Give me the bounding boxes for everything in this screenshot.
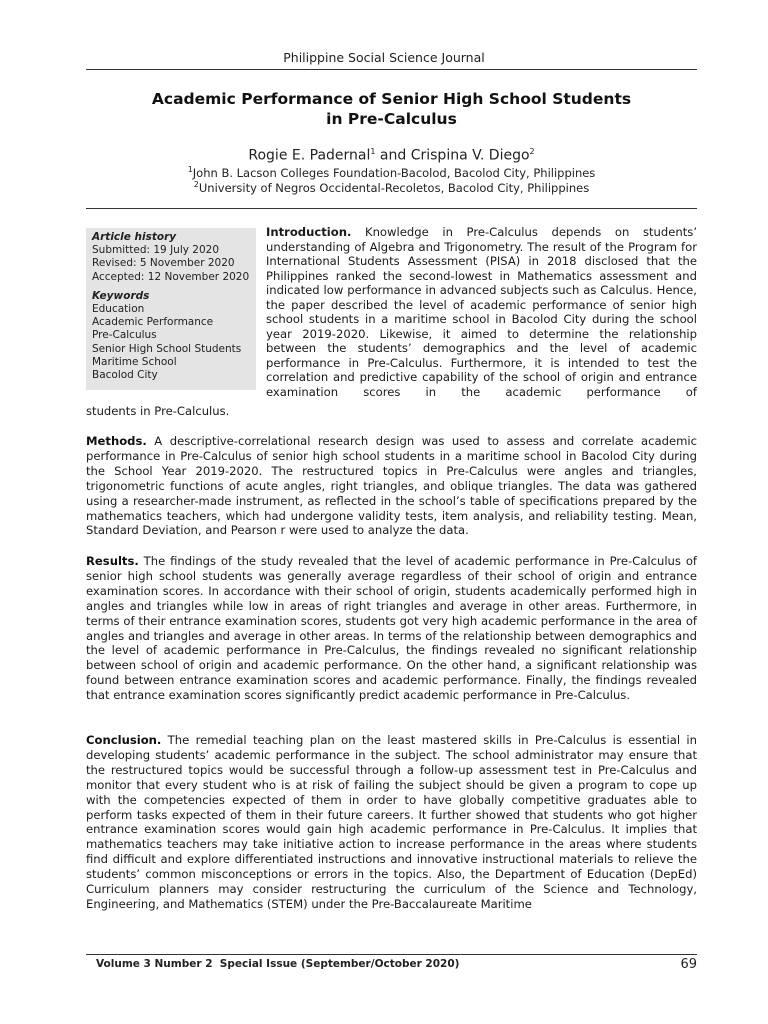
footer-rule [86, 954, 697, 955]
affiliation-1 [86, 165, 697, 180]
title-block-rule [86, 208, 697, 209]
introduction-label: Introduction. [266, 225, 352, 239]
history-revised: Revised: 5 November 2020 [92, 257, 235, 270]
results-paragraph [86, 554, 697, 703]
author-2: Crispina V. Diego [410, 147, 530, 164]
author-connector: and [375, 147, 411, 164]
author-1-affiliation-mark: 1 [370, 147, 376, 156]
author-list [86, 147, 697, 164]
journal-name: Philippine Social Science Journal [283, 50, 485, 65]
history-accepted: Accepted: 12 November 2020 [92, 270, 250, 283]
conclusion-text: The remedial teaching plan on the least mastered skills in Pre-Calculus is essential in developing students’ academic performance in the subject. The school administrator may ensure that the restructured topics would be successful through a follow-up assessment test in Pre-Calculus and monitor that every student who is at risk of failing the subject should be given a program to cope up with the competencies expected of them in order to have globally competitive graduates able to perform tasks expected of them in their future careers. It further showed that students who got higher entrance examination scores would gain high academic performance in Pre-Calculus. It implies that mathematics teachers may take initiative action to increase performance in the areas where students find difficult and explore differentiated instructions and innovative instructional materials to relieve the students’ common misconceptions or errors in the topics. Also, the Department of Education (DepEd) Curriculum planners may consider restructuring the curriculum of the Science and Technology, Engineering, and Mathematics (STEM) under the Pre-Baccalaureate Maritime [86, 733, 697, 911]
author-2-affiliation-mark: 2 [529, 147, 535, 156]
page-number: 69 [680, 957, 697, 972]
header-rule [86, 69, 697, 70]
author-1: Rogie E. Padernal [248, 147, 371, 164]
results-text: The findings of the study revealed that the level of academic performance in Pre-Calculus of senior high school students was generally average regardless of their school of origin and entrance examination scores. In accordance with their school of origin, students academically performed high in angles and triangles while low in areas of right triangles and average in other areas. Furthermore, in terms of their entrance examination scores, students got very high academic performance in the area of angles and triangles and average in other areas. In terms of the relationship between demographics and the level of academic performance in Pre-Calculus, the findings revealed no significant relationship between school of origin and academic performance. On the other hand, a significant relationship was found between entrance examination scores and academic performance. Finally, the findings revealed that entrance examination scores significantly predict academic performance in Pre-Calculus. [86, 554, 697, 703]
affiliation-1-mark: 1 [187, 165, 193, 174]
keyword-item: Bacolod City [92, 369, 158, 382]
title-line-1: Academic Performance of Senior High School Students [151, 90, 632, 108]
keyword-item: Maritime School [92, 355, 177, 368]
keyword-item: Education [92, 303, 145, 316]
keyword-item: Pre-Calculus [92, 329, 157, 342]
affiliation-2-mark: 2 [193, 180, 199, 189]
conclusion-paragraph [86, 733, 697, 912]
keywords-heading: Keywords [92, 289, 150, 302]
article-history-heading: Article history [92, 231, 177, 243]
results-label: Results. [86, 554, 139, 568]
introduction-continuation: students in Pre-Calculus. [86, 404, 230, 418]
affiliation-2 [86, 180, 697, 195]
methods-paragraph [86, 434, 697, 538]
conclusion-label: Conclusion. [86, 733, 162, 747]
introduction-paragraph [266, 225, 697, 399]
affiliation-2-text: University of Negros Occidental-Recoletos, Bacolod City, Philippines [198, 180, 590, 195]
introduction-text: Knowledge in Pre-Calculus depends on students’ understanding of Algebra and Trigonometry. The result of the Program for International Students Assessment (PISA) in 2018 disclosed that the Philippines ranked the second-lowest in Mathematics assessment and indicated low performance in advanced subjects such as Calculus. Hence, the paper described the level of academic performance of senior high school students in a maritime school in Bacolod City during the school year 2019-2020. Likewise, it aimed to determine the relationship between the students’ demographics and the level of academic performance in Pre-Calculus. Furthermore, it is intended to test the correlation and predictive capability of the school of origin and entrance examination scores in the academic performance of [266, 225, 697, 399]
title-line-2: in Pre-Calculus [326, 110, 457, 128]
keyword-item: Senior High School Students [92, 342, 242, 355]
methods-text: A descriptive-correlational research design was used to assess and correlate academic performance in Pre-Calculus of senior high school students in a maritime school in Bacolod City during the School Year 2019-2020. The restructured topics in Pre-Calculus were angles and triangles, trigonometric functions of acute angles, right triangles, and oblique triangles. The data was gathered using a researcher-made instrument, as reflected in the school’s table of specifications prepared by the mathematics teachers, which had undergone validity tests, item analysis, and reliability testing. Mean, Standard Deviation, and Pearson r were used to analyze the data. [86, 434, 697, 538]
keyword-item: Academic Performance [92, 316, 214, 329]
paper-title [86, 89, 697, 129]
methods-label: Methods. [86, 434, 147, 448]
affiliation-1-text: John B. Lacson Colleges Foundation-Bacolod, Bacolod City, Philippines [192, 165, 596, 180]
article-info-box [86, 228, 256, 390]
issue-info: Volume 3 Number 2 Special Issue (September/October 2020) [96, 958, 460, 970]
history-submitted: Submitted: 19 July 2020 [92, 244, 220, 257]
